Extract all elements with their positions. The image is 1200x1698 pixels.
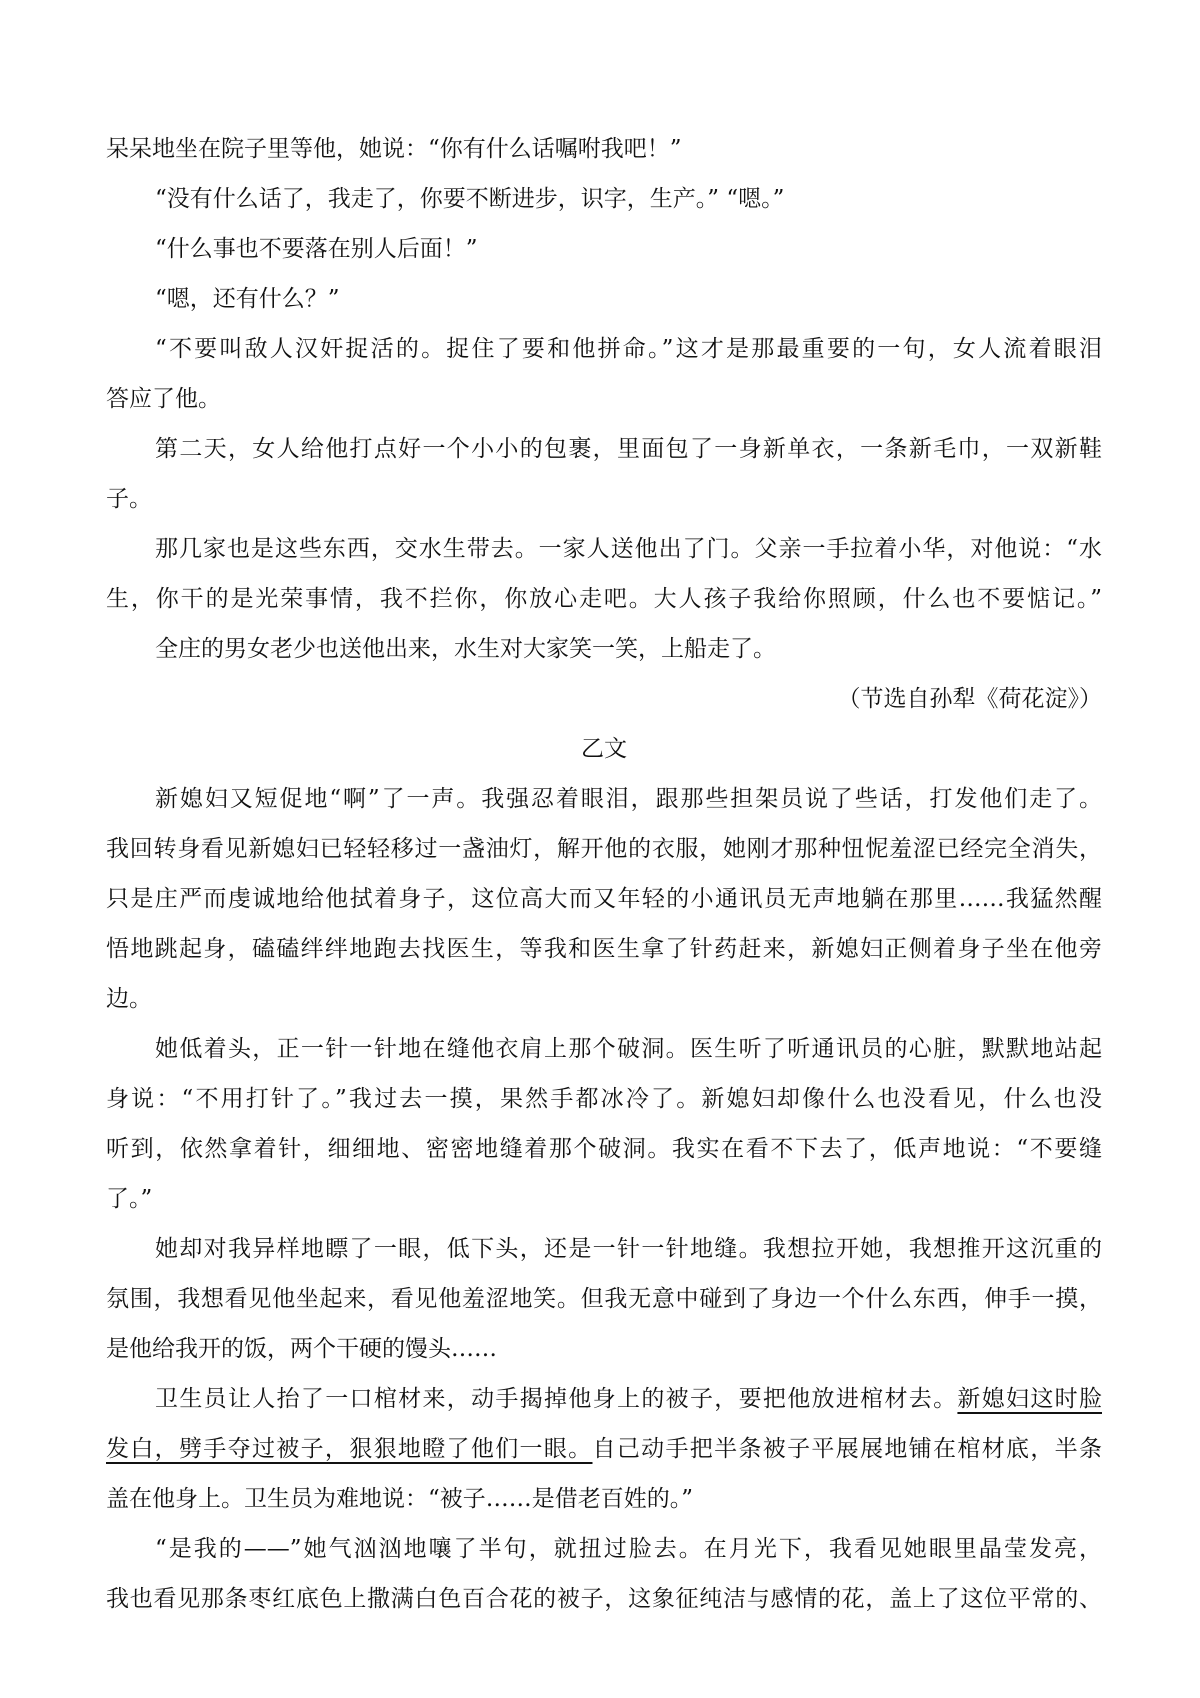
text-line: “是我的——”她气汹汹地嚷了半句，就扭过脸去。在月光下，我看见她眼里晶莹发亮， — [155, 1536, 1102, 1562]
text-line: 第二天，女人给他打点好一个小小的包裹，里面包了一身新单衣，一条新毛巾，一双新鞋 — [155, 436, 1102, 462]
text-line — [155, 1384, 1102, 1414]
text-line: 盖在他身上。卫生员为难地说：“被子……是借老百姓的。” — [106, 1486, 694, 1512]
underlined-sentence: 发白，劈手夺过被子，狠狠地瞪了他们一眼。 — [106, 1436, 593, 1462]
text-line: 答应了他。 — [106, 386, 221, 412]
text-line: “什么事也不要落在别人后面！” — [155, 236, 478, 262]
text-line: 身说：“不用打针了。”我过去一摸，果然手都冰冷了。新媳妇却像什么也没看见，什么也没 — [106, 1086, 1102, 1112]
text-line: 那几家也是这些东西，交水生带去。一家人送他出了门。父亲一手拉着小华，对他说：“水 — [155, 536, 1102, 562]
text-line: 呆呆地坐在院子里等他，她说：“你有什么话嘱咐我吧！” — [106, 136, 682, 162]
text-line: 我也看见那条枣红底色上撒满白色百合花的被子，这象征纯洁与感情的花，盖上了这位平常的、 — [106, 1586, 1102, 1612]
text-segment: 卫生员让人抬了一口棺材来，动手揭掉他身上的被子，要把他放进棺材去。 — [155, 1386, 958, 1412]
text-line: 是他给我开的饭，两个干硬的馒头…… — [106, 1336, 497, 1362]
text-line: 生，你干的是光荣事情，我不拦你，你放心走吧。大人孩子我给你照顾，什么也不要惦记。” — [106, 586, 1102, 612]
text-line: 听到，依然拿着针，细细地、密密地缝着那个破洞。我实在看不下去了，低声地说：“不要缝 — [106, 1136, 1102, 1162]
text-line: 我回转身看见新媳妇已轻轻移过一盏油灯，解开他的衣服，她刚才那种忸怩羞涩已经完全消失， — [106, 836, 1102, 862]
section-heading: 乙文 — [581, 736, 627, 762]
source-citation: （节选自孙犁《荷花淀》） — [837, 686, 1102, 712]
text-line: “不要叫敌人汉奸捉活的。捉住了要和他拼命。”这才是那最重要的一句，女人流着眼泪 — [155, 336, 1102, 362]
text-line: 悟地跳起身，磕磕绊绊地跑去找医生，等我和医生拿了针药赶来，新媳妇正侧着身子坐在他旁 — [106, 936, 1102, 962]
text-line: 全庄的男女老少也送他出来，水生对大家笑一笑，上船走了。 — [155, 636, 776, 662]
text-line: 只是庄严而虔诚地给他拭着身子，这位高大而又年轻的小通讯员无声地躺在那里……我猛然醒 — [106, 886, 1102, 912]
text-line: 她却对我异样地瞟了一眼，低下头，还是一针一针地缝。我想拉开她，我想推开这沉重的 — [155, 1236, 1102, 1262]
text-line: 了。” — [106, 1186, 153, 1212]
text-line: “没有什么话了，我走了，你要不断进步，识字，生产。” “嗯。” — [155, 186, 785, 212]
text-line: 新媳妇又短促地“啊”了一声。我强忍着眼泪，跟那些担架员说了些话，打发他们走了。 — [155, 786, 1102, 812]
text-line: 边。 — [106, 986, 152, 1012]
text-segment: 自己动手把半条被子平展展地铺在棺材底，半条 — [592, 1436, 1102, 1462]
text-line: 氛围，我想看见他坐起来，看见他羞涩地笑。但我无意中碰到了身边一个什么东西，伸手一摸， — [106, 1286, 1102, 1312]
text-line — [106, 1434, 1102, 1464]
text-line: “嗯，还有什么？” — [155, 286, 340, 312]
text-line: 子。 — [106, 486, 152, 512]
underlined-sentence: 新媳妇这时脸 — [957, 1386, 1102, 1412]
text-line: 她低着头，正一针一针地在缝他衣肩上那个破洞。医生听了听通讯员的心脏，默默地站起 — [155, 1036, 1102, 1062]
